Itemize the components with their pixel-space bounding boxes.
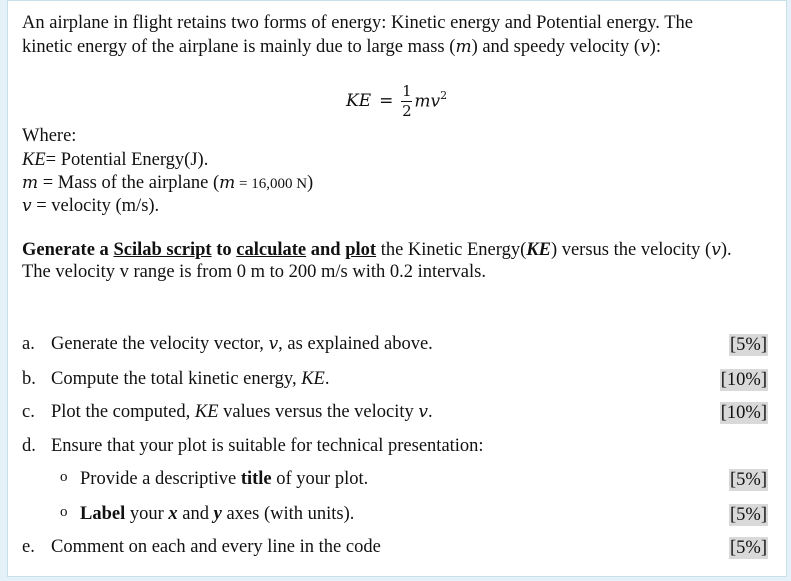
intro-text: ):: [649, 37, 661, 57]
item-e: [22, 537, 774, 561]
task-text: ) versus the velocity (: [550, 240, 712, 260]
task-range-text: The velocity v range is from 0 m to 200 m/s with 0.2 intervals.: [22, 262, 486, 282]
ke-symbol: KE: [526, 240, 551, 260]
velocity-symbol: v: [22, 196, 32, 216]
where-label: Where:: [22, 126, 77, 146]
item-text-part: Plot the computed,: [51, 402, 195, 422]
weight-badge: [5%]: [730, 470, 767, 490]
y-axis-symbol: y: [213, 504, 222, 524]
x-axis-symbol: x: [168, 504, 178, 524]
mass-symbol: m: [22, 173, 39, 193]
item-letter: a.: [22, 334, 35, 354]
item-text-part: and: [177, 504, 214, 524]
item-letter: e.: [22, 537, 35, 557]
item-text-part: Compute the total kinetic energy,: [51, 369, 302, 389]
mass-value: = 16,000 N: [235, 176, 308, 192]
item-text-part: values versus the velocity: [218, 402, 419, 422]
item-text: [51, 369, 329, 390]
where-m: [22, 172, 313, 195]
weight-badge: [5%]: [730, 538, 767, 558]
item-text-part: , as explained above.: [278, 334, 433, 354]
task-scilab-script: Scilab script: [113, 240, 212, 260]
item-c: [22, 402, 774, 426]
item-b: [22, 369, 774, 393]
where-v: [22, 195, 159, 217]
task-text: Generate a: [22, 240, 114, 260]
title-keyword: title: [240, 469, 272, 489]
item-d: [22, 436, 774, 460]
where-heading: [22, 125, 76, 147]
item-letter: c.: [22, 402, 35, 422]
task-text: ).: [720, 240, 732, 260]
item-text: Comment on each and every line in the code: [51, 537, 381, 557]
ke-symbol: KE: [194, 402, 219, 422]
item-text: [51, 402, 433, 423]
ke-symbol: KE: [301, 369, 325, 389]
item-letter: d.: [22, 436, 36, 456]
formula-fraction: [401, 83, 412, 120]
mass-symbol: m: [455, 37, 472, 57]
task-plot: plot: [345, 240, 377, 260]
item-text-part: .: [427, 402, 433, 422]
mass-symbol: m: [219, 173, 236, 193]
mass-close: ): [307, 173, 314, 193]
task-text: to: [211, 240, 237, 260]
task-text: and: [306, 240, 346, 260]
velocity-definition: = velocity (m/s).: [31, 196, 160, 216]
item-text-part: your: [125, 504, 169, 524]
formula-equals: =: [379, 91, 394, 111]
bullet-icon: o: [60, 504, 68, 520]
item-text-part: axes (with units).: [221, 504, 355, 524]
intro-text: An airplane in flight retains two forms of energy: Kinetic energy and Potential energy. The: [22, 13, 693, 33]
where-ke: [22, 149, 208, 171]
formula-body: mv: [414, 91, 441, 112]
task-line-1: [22, 239, 732, 261]
item-text: [51, 334, 433, 355]
item-a: [22, 334, 774, 358]
task-line-2: [22, 261, 486, 283]
item-text: [80, 469, 368, 490]
ke-definition: = Potential Energy(J).: [45, 150, 209, 170]
task-text: the Kinetic Energy(: [376, 240, 527, 260]
velocity-symbol: v: [418, 402, 428, 422]
item-letter: b.: [22, 369, 36, 389]
item-text-part: of your plot.: [271, 469, 369, 489]
weight-badge: [10%]: [720, 370, 767, 390]
ke-symbol: KE: [22, 150, 46, 170]
document-page: [7, 0, 787, 577]
weight-badge: [5%]: [730, 335, 767, 355]
velocity-symbol: v: [711, 240, 721, 260]
task-calculate: calculate: [236, 240, 307, 260]
intro-line-1: [22, 12, 693, 34]
item-text: [80, 504, 354, 525]
item-d-2: [22, 504, 774, 528]
item-text-part: .: [324, 369, 330, 389]
item-text-part: Generate the velocity vector,: [51, 334, 269, 354]
formula-rhs: [414, 90, 447, 112]
intro-text: kinetic energy of the airplane is mainly due to large mass (: [22, 37, 456, 57]
item-text-part: Provide a descriptive: [80, 469, 241, 489]
weight-badge: [5%]: [730, 505, 767, 525]
bullet-icon: o: [60, 469, 68, 485]
velocity-symbol: v: [640, 37, 650, 57]
item-d-1: [22, 469, 774, 493]
formula-lhs: KE: [346, 91, 372, 111]
label-keyword: Label: [80, 504, 126, 524]
item-text: Ensure that your plot is suitable for technical presentation:: [51, 436, 484, 456]
kinetic-energy-formula: [346, 77, 447, 125]
intro-text: ) and speedy velocity (: [471, 37, 641, 57]
mass-definition: = Mass of the airplane (: [38, 173, 220, 193]
weight-badge: [10%]: [720, 403, 767, 423]
formula-exponent: 2: [440, 89, 448, 103]
fraction-denominator: 2: [402, 101, 412, 120]
intro-line-2: [22, 36, 661, 58]
velocity-symbol: v: [268, 334, 279, 354]
fraction-numerator: 1: [402, 81, 412, 100]
